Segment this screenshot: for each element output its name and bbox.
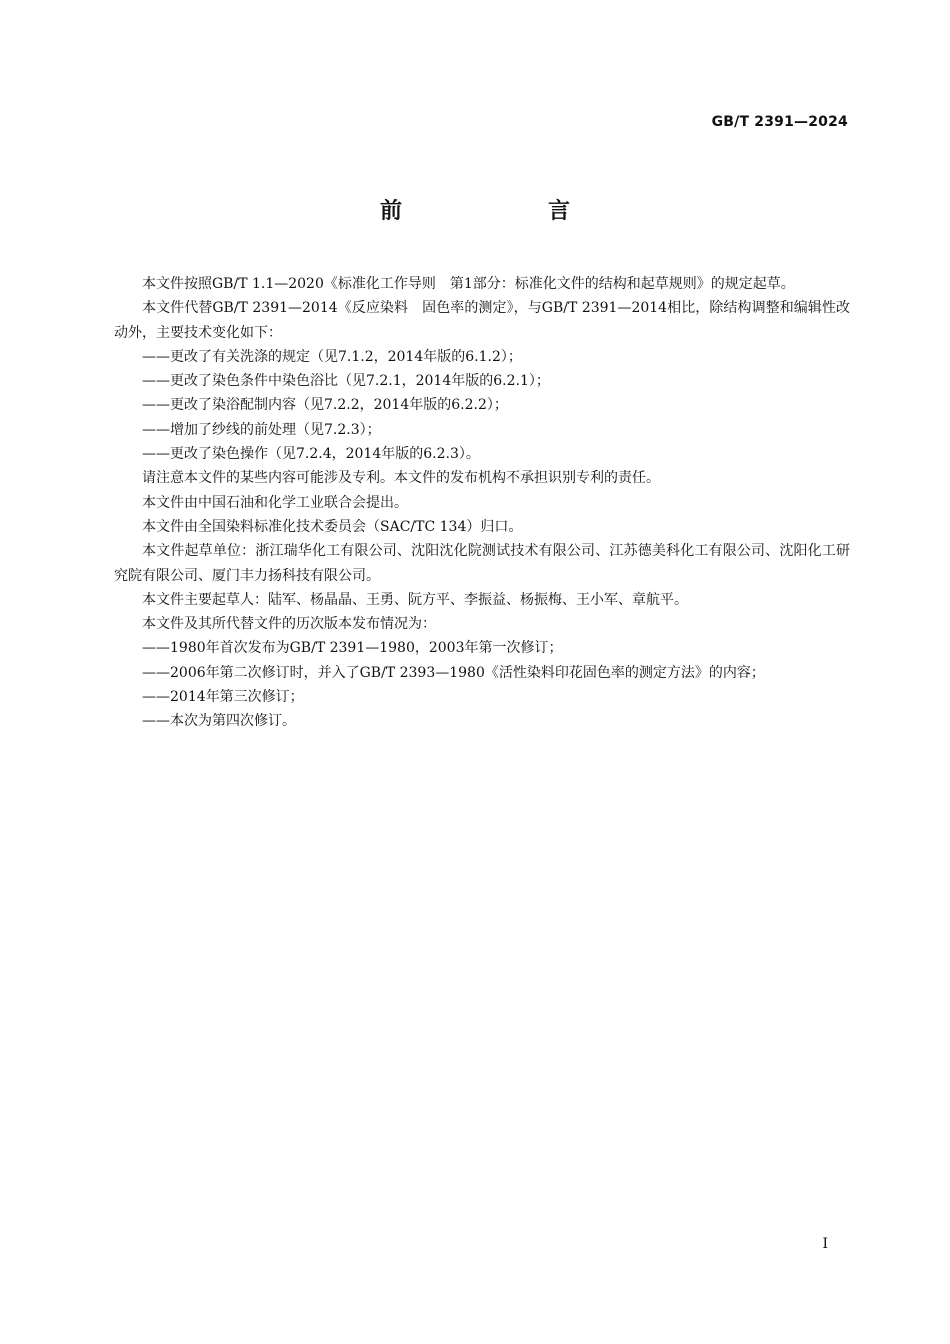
dash-mark: —— xyxy=(142,421,170,438)
committee-paragraph: 本文件由全国染料标准化技术委员会（SAC/TC 134）归口。 xyxy=(142,518,523,535)
change-item xyxy=(114,418,850,442)
dash-mark: —— xyxy=(142,664,170,681)
dash-mark: —— xyxy=(142,689,170,706)
intro-paragraph-replaces: 本文件代替GB/T 2391—2014《反应染料 固色率的测定》，与GB/T 2391—2014相比，除结构调整和编辑性改动外，主要技术变化如下： xyxy=(114,300,850,341)
change-item xyxy=(114,442,850,466)
history-item xyxy=(114,636,850,660)
history-item xyxy=(114,661,850,685)
change-item-text: 更改了染色操作（见7.2.4，2014年版的6.2.3）。 xyxy=(170,446,480,463)
history-item-text: 1980年首次发布为GB/T 2391—1980，2003年第一次修订； xyxy=(170,640,563,657)
history-intro-paragraph: 本文件及其所代替文件的历次版本发布情况为： xyxy=(142,616,436,633)
intro-paragraph-drafting-rules: 本文件按照GB/T 1.1—2020《标准化工作导则 第1部分：标准化文件的结构和起草规则》的规定起草。 xyxy=(142,276,795,292)
drafting-units-paragraph: 本文件起草单位：浙江瑞华化工有限公司、沈阳沈化院测试技术有限公司、江苏德美科化工有限公司、沈阳化工研究院有限公司、厦门丰力扬科技有限公司。 xyxy=(114,543,850,584)
change-item-text: 更改了染浴配制内容（见7.2.2，2014年版的6.2.2）； xyxy=(170,397,508,414)
history-item-text: 2006年第二次修订时，并入了GB/T 2393—1980《活性染料印花固色率的测定方法》的内容； xyxy=(170,664,765,681)
dash-mark: —— xyxy=(142,640,170,657)
patent-notice: 请注意本文件的某些内容可能涉及专利。本文件的发布机构不承担识别专利的责任。 xyxy=(142,470,660,487)
change-item-text: 更改了染色条件中染色浴比（见7.2.1，2014年版的6.2.1）； xyxy=(170,373,550,390)
history-item-text: 2014年第三次修订； xyxy=(170,689,304,706)
history-item xyxy=(114,685,850,709)
proposer-paragraph: 本文件由中国石油和化学工业联合会提出。 xyxy=(142,494,408,511)
change-item-text: 增加了纱线的前处理（见7.2.3）； xyxy=(170,421,381,438)
drafters-paragraph: 本文件主要起草人：陆军、杨晶晶、王勇、阮方平、李振益、杨振梅、王小军、章航平。 xyxy=(142,591,688,608)
dash-mark: —— xyxy=(142,348,170,365)
dash-mark: —— xyxy=(142,373,170,390)
history-item-text: 本次为第四次修订。 xyxy=(170,713,296,730)
standard-code: GB/T 2391—2024 xyxy=(711,114,848,130)
change-item-text: 更改了有关洗涤的规定（见7.1.2，2014年版的6.1.2）； xyxy=(170,348,522,365)
dash-mark: —— xyxy=(142,397,170,414)
change-item xyxy=(114,345,850,369)
change-item xyxy=(114,369,850,393)
foreword-body xyxy=(114,272,850,734)
change-item xyxy=(114,393,850,417)
page-number: I xyxy=(822,1236,828,1252)
page-title: 前 言 xyxy=(379,199,632,224)
history-item xyxy=(114,709,850,733)
dash-mark: —— xyxy=(142,713,170,730)
dash-mark: —— xyxy=(142,446,170,463)
